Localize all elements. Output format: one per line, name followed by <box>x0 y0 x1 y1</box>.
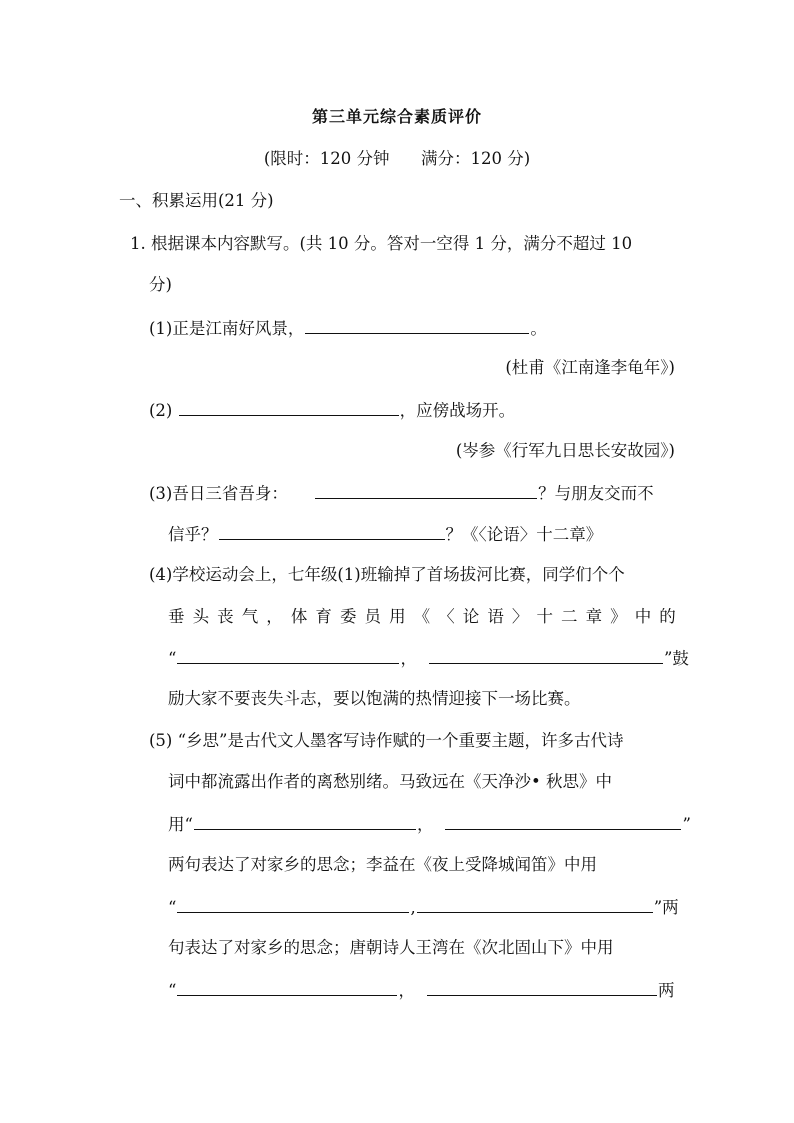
item-label: (3) <box>149 484 173 503</box>
item-text-mid: ？与朋友交而不 <box>538 484 654 503</box>
item-5-line-1 <box>149 730 624 752</box>
item-4-line-1 <box>149 564 625 586</box>
open-quote: “ <box>168 898 177 917</box>
char: 头 <box>192 607 210 626</box>
char: 〉 <box>511 607 529 626</box>
comma: ， <box>416 815 434 834</box>
char: 论 <box>462 607 480 626</box>
open-quote: 用“ <box>168 815 193 834</box>
char: 体 <box>290 607 308 626</box>
open-quote: “ <box>168 649 177 668</box>
item-label: (4) <box>149 565 173 584</box>
char: 的 <box>659 607 676 626</box>
item-1 <box>149 317 547 339</box>
question-1-stem <box>130 233 632 255</box>
item-label: (2) <box>149 401 173 420</box>
answer-blank[interactable] <box>219 523 445 540</box>
answer-blank[interactable] <box>177 647 399 664</box>
question-stem-text: 根据课本内容默写。(共 10 分。答对一空得 1 分，满分不超过 10 <box>151 234 633 253</box>
char: 中 <box>634 607 652 626</box>
page-subtitle: (限时：120 分钟 满分：120 分) <box>263 149 531 168</box>
char: 垂 <box>168 607 185 626</box>
item-label: (5) <box>149 731 173 750</box>
char: 》 <box>610 607 627 626</box>
item-4-line-4: 励大家不要丧失斗志，要以饱满的热情迎接下一场比赛。 <box>168 689 581 708</box>
answer-blank[interactable] <box>177 896 409 913</box>
item-2-source: (岑参《行军九日思长安故园》) <box>455 441 675 460</box>
char: 十 <box>536 607 553 626</box>
item-5-line-7 <box>168 979 674 1001</box>
answer-blank[interactable] <box>177 979 397 996</box>
question-number: 1. <box>130 234 146 253</box>
char: 育 <box>315 607 332 626</box>
item-5-line-2: 词中都流露出作者的离愁别绪。马致远在《天净沙• 秋思》中 <box>168 772 612 791</box>
char: 二 <box>561 607 578 626</box>
item-5-line-5 <box>168 896 679 918</box>
answer-blank[interactable] <box>305 317 529 334</box>
item-text: ，应傍战场开。 <box>399 401 516 420</box>
item-text: 正是江南好风景， <box>172 319 305 338</box>
question-1-stem-cont: 分) <box>149 275 172 294</box>
item-text: 学校运动会上，七年级(1)班输掉了首场拔河比赛，同学们个个 <box>172 565 625 584</box>
item-4-line-2 <box>168 606 676 628</box>
page-title: 第三单元综合素质评价 <box>311 107 482 126</box>
answer-blank[interactable] <box>427 979 657 996</box>
answer-blank[interactable] <box>315 482 537 499</box>
char: 用 <box>389 607 406 626</box>
item-5-line-6: 句表达了对家乡的思念；唐朝诗人王湾在《次北固山下》中用 <box>168 938 614 957</box>
item-label: (1) <box>149 319 173 338</box>
char: 语 <box>487 607 504 626</box>
answer-blank[interactable] <box>429 647 663 664</box>
trailing-text: 两 <box>657 981 675 1000</box>
comma: ， <box>400 649 417 668</box>
item-4-line-3 <box>168 647 689 669</box>
comma: , <box>410 898 416 917</box>
section-heading: 一、积累运用(21 分) <box>119 191 274 210</box>
item-text: “乡思”是古代文人墨客写诗作赋的一个重要主题，许多古代诗 <box>177 731 624 750</box>
item-1-source: (杜甫《江南逢李龟年》) <box>505 358 675 377</box>
item-text: 吾日三省吾身： <box>172 484 288 503</box>
item-text-end: 。 <box>530 319 547 338</box>
item-5-line-3 <box>168 813 691 835</box>
char: 〈 <box>438 607 455 626</box>
char: 章 <box>585 607 603 626</box>
char: 员 <box>364 607 381 626</box>
item-text-after: ？《〈论语〉十二章》 <box>445 525 603 544</box>
item-5-line-4: 两句表达了对家乡的思念；李益在《夜上受降城闻笛》中用 <box>168 855 597 874</box>
char: 气 <box>241 607 259 626</box>
comma: ， <box>398 981 415 1000</box>
char: ， <box>266 607 283 626</box>
answer-blank[interactable] <box>445 813 681 830</box>
char: 《 <box>413 607 431 626</box>
open-quote: “ <box>168 981 177 1000</box>
item-2 <box>149 399 515 421</box>
item-text: 信乎？ <box>168 525 218 544</box>
char: 丧 <box>217 607 234 626</box>
close-quote: ”鼓 <box>663 649 689 668</box>
char: 委 <box>339 607 357 626</box>
answer-blank[interactable] <box>417 896 653 913</box>
close-quote: ”两 <box>653 898 679 917</box>
answer-blank[interactable] <box>179 399 399 416</box>
close-quote: ” <box>682 815 691 834</box>
item-3-line-2 <box>168 523 602 545</box>
answer-blank[interactable] <box>194 813 416 830</box>
item-3-line-1 <box>149 482 654 504</box>
